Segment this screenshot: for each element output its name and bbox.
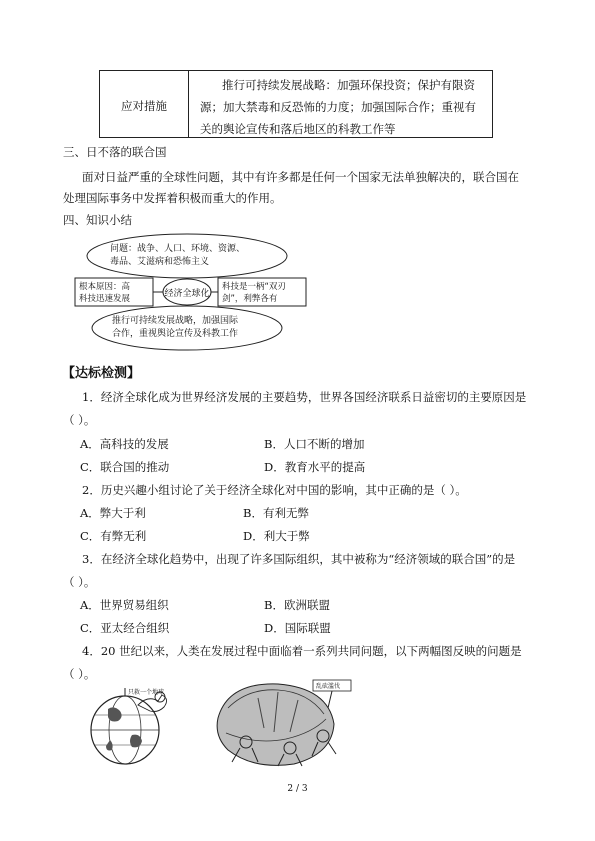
table-line-1: 推行可持续发展战略：加强环保投资；保护有限资 [222,78,475,92]
q2-option-c: C．有弊无利 [80,529,147,543]
diagram-bottom-line1: 推行可持续发展战略，加强国际 [112,316,239,326]
diagram-left-line2: 科技迅速发展 [79,294,131,304]
deforestation-caption: 乱砍滥伐 [316,683,341,690]
measures-table [99,70,493,138]
table-label: 应对措施 [121,99,167,113]
globe-caption: 只救一个地球 [128,689,165,696]
diagram-top-line2: 毒品、艾滋病和恐怖主义 [110,257,210,267]
diagram-top-ellipse [87,234,287,278]
q1-stem-2: （ ）。 [63,413,96,427]
q2-option-d: D．利大于弊 [243,529,310,543]
q4-stem-2: （ ）。 [63,667,96,681]
diagram-right-line1: 科技是一柄“双刃 [222,282,286,292]
q1-stem-1: 1．经济全球化成为世界经济发展的主要趋势，世界各国经济联系日益密切的主要原因是 [82,390,527,404]
diagram-bottom-ellipse [92,306,282,350]
check-title: 【达标检测】 [62,366,141,381]
q2-option-a: A．弊大于利 [80,506,146,520]
q3-stem-2: （ ）。 [63,575,96,589]
diagram-right-line2: 剑”，利弊各有 [222,294,278,304]
q1-option-c: C．联合国的推动 [80,460,170,474]
q1-option-a: A．高科技的发展 [80,437,169,451]
q1-option-d: D．教育水平的提高 [264,460,366,474]
q3-stem-1: 3．在经济全球化趋势中，出现了许多国际组织，其中被称为“经济领域的联合国”的是 [82,552,516,566]
section3-title: 三、日不落的联合国 [63,145,167,159]
globe-cartoon [80,685,180,770]
deforestation-cartoon [198,678,358,773]
table-divider [188,71,189,137]
table-line-3: 关的舆论宣传和落后地区的科教工作等 [200,122,396,136]
section3-line-1: 面对日益严重的全球性问题，其中有许多都是任何一个国家无法单独解决的，联合国在 [82,170,519,184]
q1-option-b: B．人口不断的增加 [264,437,365,451]
knowledge-diagram [70,232,315,352]
section3-line-2: 处理国际事务中发挥着积极而重大的作用。 [63,191,282,205]
q3-option-d: D．国际联盟 [264,621,331,635]
q3-option-b: B．欧洲联盟 [264,598,330,612]
q3-option-a: A．世界贸易组织 [80,598,169,612]
page-number: 2 / 3 [287,784,308,794]
table-line-2: 源；加大禁毒和反恐怖的力度；加强国际合作；重视有 [200,100,476,114]
q2-stem-1: 2．历史兴趣小组讨论了关于经济全球化对中国的影响，其中正确的是（ ）。 [82,483,467,497]
q2-option-b: B．有利无弊 [243,506,309,520]
diagram-center: 经济全球化 [164,289,210,299]
diagram-left-line1: 根本原因：高 [79,282,131,292]
diagram-bottom-line2: 合作，重视舆论宣传及科教工作 [112,329,239,339]
section4-title: 四、知识小结 [63,213,132,227]
q3-option-c: C．亚太经合组织 [80,621,170,635]
q4-stem-1: 4．20 世纪以来，人类在发展过程中面临着一系列共同问题，以下两幅图反映的问题是 [82,644,522,658]
diagram-top-line1: 问题：战争、人口、环境、资源、 [110,244,246,254]
